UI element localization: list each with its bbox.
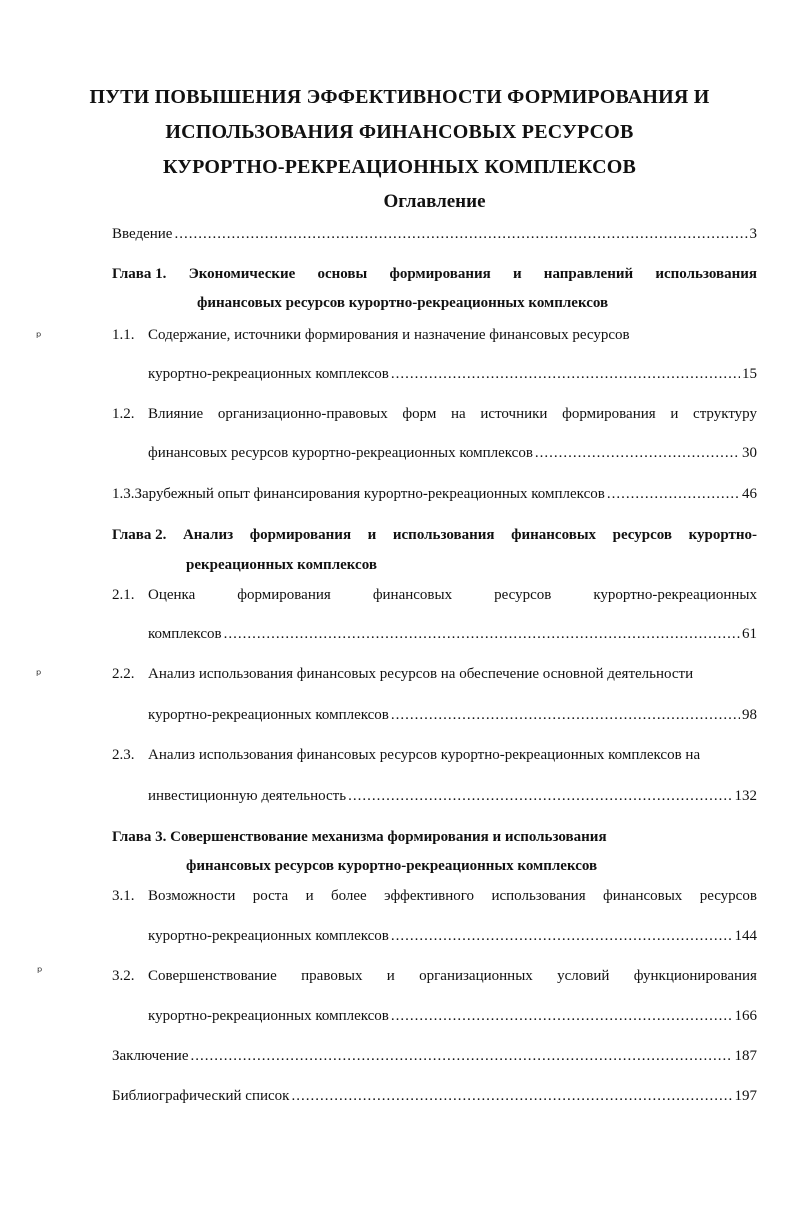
- section-title: Анализ использования финансовых ресурсов курортно-рекреационных комплексов на: [148, 747, 701, 763]
- toc-page-number: 144: [734, 928, 757, 944]
- toc-entry-bibliography[interactable]: [112, 1086, 757, 1106]
- toc-section-3-1-line-1[interactable]: [112, 886, 757, 906]
- toc-section-2-3-line-1[interactable]: [112, 745, 700, 765]
- leader-dots: [174, 224, 747, 244]
- section-number: 1.2.: [112, 406, 135, 422]
- toc-chapter-2-line-2: рекреационных комплексов: [186, 557, 377, 573]
- document-title-line-2: ИСПОЛЬЗОВАНИЯ ФИНАНСОВЫХ РЕСУРСОВ: [165, 121, 634, 143]
- toc-page-number: 98: [742, 707, 757, 723]
- leader-dots: [391, 705, 740, 725]
- section-title-cont: курортно-рекреационных комплексов: [148, 366, 389, 382]
- toc-entry-label: Библиографический список: [112, 1088, 290, 1104]
- section-number: 2.1.: [112, 587, 135, 603]
- chapter-word: и: [367, 527, 377, 543]
- chapter-word: финансовых: [511, 527, 597, 543]
- leader-dots: [291, 1086, 732, 1106]
- section-number: 1.1.: [112, 327, 135, 343]
- toc-entry-label: Заключение: [112, 1048, 189, 1064]
- scan-artifact-mark: ᵖ: [36, 668, 42, 683]
- section-title: Зарубежный опыт финансирования курортно-рекреационных комплексов: [134, 486, 605, 502]
- toc-page-number: 197: [734, 1088, 757, 1104]
- section-title-cont: курортно-рекреационных комплексов: [148, 707, 389, 723]
- toc-entry-intro[interactable]: [112, 224, 757, 244]
- leader-dots: [607, 484, 740, 504]
- toc-page-number: 15: [742, 366, 757, 382]
- toc-entry-conclusion[interactable]: [112, 1046, 757, 1066]
- toc-section-2-2-line-2[interactable]: [148, 705, 757, 725]
- scan-artifact-mark: ᵖ: [37, 965, 43, 980]
- section-title-cont: финансовых ресурсов курортно-рекреационных комплексов: [148, 445, 533, 461]
- leader-dots: [535, 443, 740, 463]
- toc-section-2-1-line-1[interactable]: [112, 585, 757, 605]
- section-title: Содержание, источники формирования и назначение финансовых ресурсов: [148, 327, 630, 343]
- section-title-cont: комплексов: [148, 626, 222, 642]
- chapter-label: Глава 1.: [112, 266, 167, 282]
- toc-section-1-2-line-2[interactable]: [148, 443, 757, 463]
- toc-chapter-3-line-1[interactable]: Глава 3. Совершенствование механизма формирования и использования: [112, 829, 607, 845]
- section-number: 2.3.: [112, 747, 135, 763]
- toc-chapter-2-line-1[interactable]: [112, 525, 757, 545]
- document-title-line-1: ПУТИ ПОВЫШЕНИЯ ЭФФЕКТИВНОСТИ ФОРМИРОВАНИЯ И: [89, 86, 710, 108]
- toc-entry-label: Введение: [112, 226, 173, 242]
- toc-page-number: 166: [734, 1008, 757, 1024]
- leader-dots: [391, 1006, 733, 1026]
- chapter-label: Глава 2.: [112, 527, 167, 543]
- section-number: 3.2.: [112, 968, 135, 984]
- section-title: Анализ использования финансовых ресурсов на обеспечение основной деятельности: [148, 666, 694, 682]
- toc-page-number: 30: [742, 445, 757, 461]
- toc-section-3-2-line-1[interactable]: [112, 966, 757, 986]
- toc-chapter-1-line-1[interactable]: [112, 264, 757, 284]
- leader-dots: [391, 364, 740, 384]
- document-title-line-3: КУРОРТНО-РЕКРЕАЦИОННЫХ КОМПЛЕКСОВ: [162, 156, 637, 178]
- toc-page-number: 187: [734, 1048, 757, 1064]
- section-title: Возможности роста и более эффективного использования финансовых ресурсов: [148, 888, 757, 904]
- toc-chapter-1-line-2: финансовых ресурсов курортно-рекреационных комплексов: [197, 295, 609, 311]
- leader-dots: [348, 786, 732, 806]
- toc-section-3-1-line-2[interactable]: [148, 926, 757, 946]
- chapter-word: курортно-: [688, 527, 757, 543]
- chapter-word: использования: [655, 266, 757, 282]
- chapter-word: ресурсов: [612, 527, 672, 543]
- section-number: 1.3.: [112, 486, 135, 502]
- section-title-cont: курортно-рекреационных комплексов: [148, 928, 389, 944]
- toc-heading: Оглавление: [383, 191, 486, 212]
- toc-page-number: 61: [742, 626, 757, 642]
- leader-dots: [191, 1046, 733, 1066]
- section-title: Совершенствование правовых и организационных условий функционирования: [148, 968, 757, 984]
- section-number: 3.1.: [112, 888, 135, 904]
- chapter-word: Экономические: [188, 266, 296, 282]
- chapter-word: Анализ: [182, 527, 234, 543]
- toc-section-1-1-line-2[interactable]: [148, 364, 757, 384]
- toc-section-2-2-line-1[interactable]: [112, 664, 693, 684]
- chapter-word: использования: [392, 527, 495, 543]
- leader-dots: [224, 624, 740, 644]
- toc-chapter-3-line-2: финансовых ресурсов курортно-рекреационных комплексов: [186, 858, 598, 874]
- toc-section-2-3-line-2[interactable]: [148, 786, 757, 806]
- toc-section-3-2-line-2[interactable]: [148, 1006, 757, 1026]
- section-title: Оценка формирования финансовых ресурсов курортно-рекреационных: [148, 587, 757, 603]
- toc-page-number: 132: [734, 788, 757, 804]
- toc-section-1-1-line-1[interactable]: [112, 325, 630, 345]
- toc-page-number: 3: [749, 226, 757, 242]
- section-title-cont: курортно-рекреационных комплексов: [148, 1008, 389, 1024]
- scan-artifact-mark: ᵖ: [36, 330, 42, 345]
- toc-section-2-1-line-2[interactable]: [148, 624, 757, 644]
- section-title-cont: инвестиционную деятельность: [148, 788, 347, 804]
- chapter-word: направлений: [543, 266, 634, 282]
- chapter-word: и: [512, 266, 522, 282]
- leader-dots: [391, 926, 733, 946]
- chapter-word: основы: [317, 266, 368, 282]
- toc-page-number: 46: [742, 486, 757, 502]
- toc-section-1-3[interactable]: [112, 484, 757, 504]
- section-number: 2.2.: [112, 666, 135, 682]
- toc-section-1-2-line-1[interactable]: [112, 404, 757, 424]
- section-title: Влияние организационно-правовых форм на источники формирования и структуру: [148, 406, 757, 422]
- chapter-word: формирования: [389, 266, 491, 282]
- chapter-word: формирования: [249, 527, 352, 543]
